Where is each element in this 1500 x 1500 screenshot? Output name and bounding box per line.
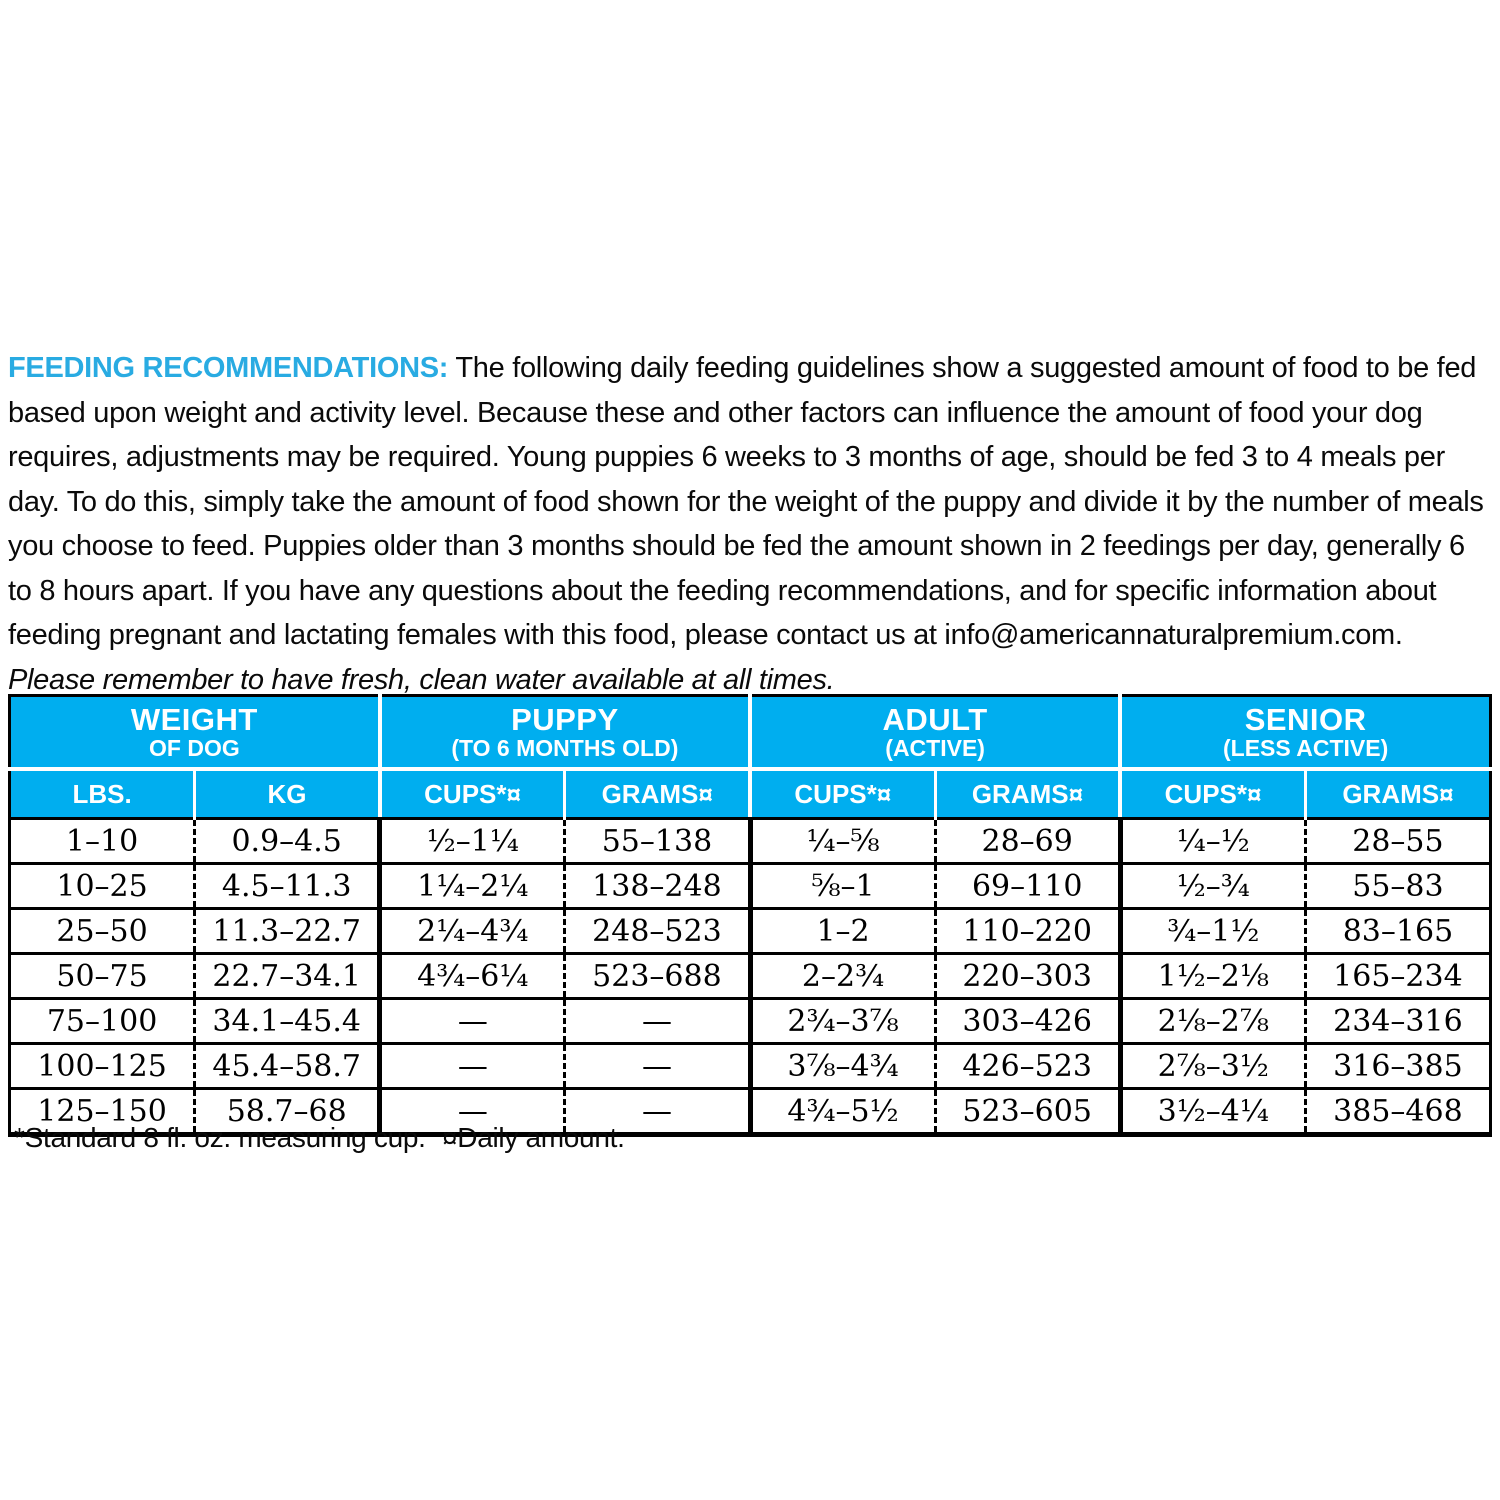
group-header-weight <box>10 696 380 770</box>
footnote-measuring-cup: *Standard 8 fl. oz. measuring cup. <box>14 1122 426 1153</box>
table-cell: 165–234 <box>1305 954 1490 999</box>
table-cell: 4.5–11.3 <box>195 864 380 909</box>
table-cell: 55–83 <box>1305 864 1490 909</box>
column-header-puppy-cups: CUPS*¤ <box>380 769 565 819</box>
group-subtitle-adult: (ACTIVE) <box>885 735 985 761</box>
group-title-senior: SENIOR <box>1244 702 1367 737</box>
table-cell: 2⅛–2⅞ <box>1120 999 1305 1044</box>
table-row <box>10 819 1491 864</box>
table-cell: — <box>380 1089 565 1135</box>
table-cell: 2⅞–3½ <box>1120 1044 1305 1089</box>
table-cell: 426–523 <box>935 1044 1120 1089</box>
feeding-table-body <box>10 819 1491 1135</box>
table-cell: 28–69 <box>935 819 1120 864</box>
feeding-table-header <box>10 696 1491 819</box>
table-cell: ⅝–1 <box>750 864 935 909</box>
table-row <box>10 999 1491 1044</box>
table-cell: — <box>380 1044 565 1089</box>
table-cell: ¼–½ <box>1120 819 1305 864</box>
table-cell: 248–523 <box>565 909 750 954</box>
table-cell: 385–468 <box>1305 1089 1490 1135</box>
group-header-puppy <box>380 696 750 770</box>
table-cell: 4¾–5½ <box>750 1089 935 1135</box>
table-cell: 3⅞–4¾ <box>750 1044 935 1089</box>
column-header-adult-cups: CUPS*¤ <box>750 769 935 819</box>
column-header-kg: KG <box>195 769 380 819</box>
group-title-puppy: PUPPY <box>511 702 619 737</box>
table-cell: 69–110 <box>935 864 1120 909</box>
group-subtitle-weight: OF DOG <box>149 735 240 761</box>
feeding-recommendations-heading: FEEDING RECOMMENDATIONS: <box>8 352 449 384</box>
table-cell: 1–10 <box>10 819 195 864</box>
column-header-adult-grams: GRAMS¤ <box>935 769 1120 819</box>
table-cell: 4¾–6¼ <box>380 954 565 999</box>
feeding-recommendations-paragraph <box>8 346 1494 702</box>
table-cell: 0.9–4.5 <box>195 819 380 864</box>
table-cell: ½–1¼ <box>380 819 565 864</box>
group-header-senior <box>1120 696 1490 770</box>
table-cell: 1½–2⅛ <box>1120 954 1305 999</box>
table-cell: 138–248 <box>565 864 750 909</box>
table-cell: 83–165 <box>1305 909 1490 954</box>
table-cell: 523–688 <box>565 954 750 999</box>
table-cell: 10–25 <box>10 864 195 909</box>
column-header-puppy-grams: GRAMS¤ <box>565 769 750 819</box>
group-title-weight: WEIGHT <box>130 702 258 737</box>
table-cell: 1–2 <box>750 909 935 954</box>
table-cell: 50–75 <box>10 954 195 999</box>
table-cell: 2¾–3⅞ <box>750 999 935 1044</box>
table-cell: 3½–4¼ <box>1120 1089 1305 1135</box>
table-cell: 22.7–34.1 <box>195 954 380 999</box>
table-row <box>10 954 1491 999</box>
table-cell: 303–426 <box>935 999 1120 1044</box>
table-cell: — <box>380 999 565 1044</box>
table-cell: 100–125 <box>10 1044 195 1089</box>
table-cell: — <box>565 1044 750 1089</box>
table-cell: 125–150 <box>10 1089 195 1135</box>
table-cell: 110–220 <box>935 909 1120 954</box>
table-row <box>10 909 1491 954</box>
footnote-daily-amount: ¤Daily amount. <box>442 1122 625 1153</box>
table-cell: 220–303 <box>935 954 1120 999</box>
table-cell: 45.4–58.7 <box>195 1044 380 1089</box>
table-cell: 234–316 <box>1305 999 1490 1044</box>
table-cell: ½–¾ <box>1120 864 1305 909</box>
table-cell: ¾–1½ <box>1120 909 1305 954</box>
column-header-senior-cups: CUPS*¤ <box>1120 769 1305 819</box>
column-header-senior-grams: GRAMS¤ <box>1305 769 1490 819</box>
table-cell: — <box>565 999 750 1044</box>
group-title-adult: ADULT <box>882 702 988 737</box>
table-cell: 2–2¾ <box>750 954 935 999</box>
column-header-lbs: LBS. <box>10 769 195 819</box>
group-subtitle-senior: (LESS ACTIVE) <box>1222 735 1389 761</box>
column-header-row <box>10 769 1491 819</box>
table-cell: ¼–⅝ <box>750 819 935 864</box>
table-cell: — <box>565 1089 750 1135</box>
table-cell: 28–55 <box>1305 819 1490 864</box>
table-cell: 523–605 <box>935 1089 1120 1135</box>
group-header-adult <box>750 696 1120 770</box>
feeding-table <box>8 694 1492 1137</box>
table-cell: 1¼–2¼ <box>380 864 565 909</box>
table-cell: 316–385 <box>1305 1044 1490 1089</box>
table-cell: 2¼–4¾ <box>380 909 565 954</box>
table-cell: 11.3–22.7 <box>195 909 380 954</box>
intro-italic-note: Please remember to have fresh, clean water available at all times. <box>8 663 835 696</box>
table-cell: 58.7–68 <box>195 1089 380 1135</box>
group-header-row <box>10 696 1491 770</box>
table-cell: 34.1–45.4 <box>195 999 380 1044</box>
table-row <box>10 1044 1491 1089</box>
table-cell: 75–100 <box>10 999 195 1044</box>
group-subtitle-puppy: (TO 6 MONTHS OLD) <box>451 735 679 761</box>
intro-body-text: The following daily feeding guidelines show a suggested amount of food to be fed based upon weight and activity level. Because these and other factors can influence the amount of food your dog requires, adjustments may be required. Young puppies 6 weeks to 3 months of age, should be fed 3 to 4 meals per day. To do this, simply take the amount of food shown for the weight of the puppy and divide it by the number of meals you choose to feed. Puppies older than 3 months should be fed the amount shown in 2 feedings per day, generally 6 to 8 hours apart. If you have any questions about the feeding recommendations, and for specific information about feeding pregnant and lactating females with this food, please contact us at info@americannaturalpremium.com. <box>8 352 1484 651</box>
table-cell: 55–138 <box>565 819 750 864</box>
table-row <box>10 864 1491 909</box>
footnotes <box>14 1122 625 1154</box>
table-cell: 25–50 <box>10 909 195 954</box>
